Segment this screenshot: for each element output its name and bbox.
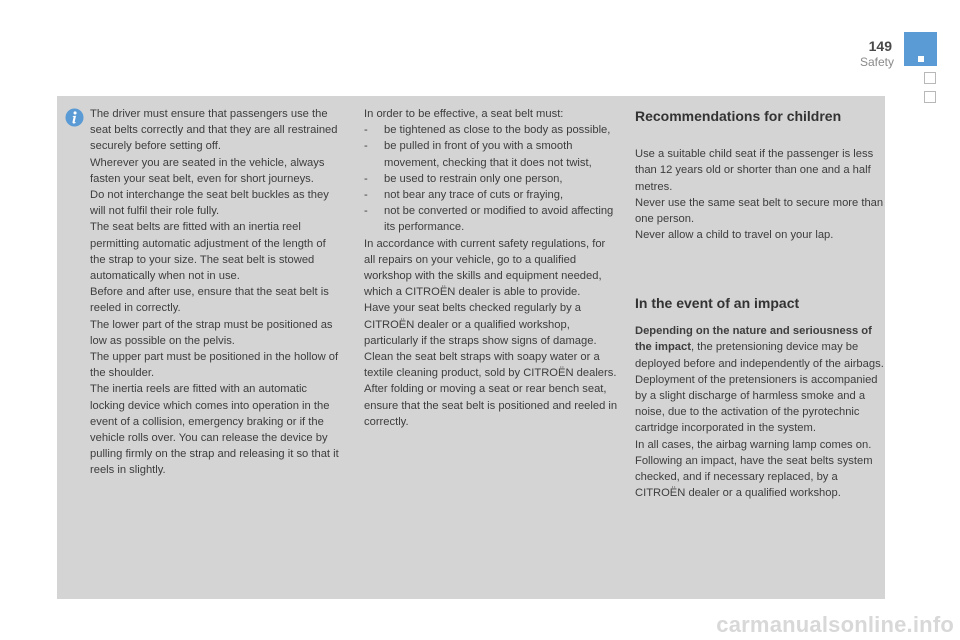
paragraph: The seat belts are fitted with an inertia reel permitting automatic adjustment of the length of the strap to your size. The seat belt is stowed automatically when not in use. [90, 221, 326, 283]
paragraph: Use a suitable child seat if the passenger is less than 12 years old or shorter than one and a half metres. [635, 148, 874, 193]
list-item-text: be pulled in front of you with a smooth movement, checking that it does not twist, [384, 140, 592, 169]
dash-bullet: - [364, 172, 368, 185]
paragraph: The inertia reels are fitted with an automatic locking device which comes into operation in the event of a collision, emergency braking or if the vehicle rolls over. You can release the device by pulling firmly on the strap and releasing it so that it reels in slightly. [90, 383, 339, 477]
impact-section [635, 295, 885, 501]
list-item-text: be used to restrain only one person, [384, 172, 563, 185]
requirements-list [364, 122, 618, 235]
paragraph: In accordance with current safety regulations, for all repairs on your vehicle, go to a qualified workshop with the skills and equipment needed, which a CITROËN dealer is able to provide. [364, 237, 606, 299]
paragraph: Have your seat belts checked regularly by a CITROËN dealer or a qualified workshop, particularly if the straps show signs of damage. [364, 302, 597, 347]
paragraph: Clean the seat belt straps with soapy water or a textile cleaning product, sold by CITROËN dealers. [364, 351, 617, 380]
list-item [364, 138, 618, 170]
paragraph: Following an impact, have the seat belts system checked, and if necessary replaced, by a CITROËN dealer or a qualified workshop. [635, 454, 873, 500]
chapter-tab [904, 32, 937, 66]
paragraph: Wherever you are seated in the vehicle, always fasten your seat belt, even for short journeys. [90, 156, 325, 185]
paragraph: After folding or moving a seat or rear bench seat, ensure that the seat belt is positioned and reeled in correctly. [364, 383, 618, 428]
paragraph: The lower part of the strap must be positioned as low as possible on the pelvis. [90, 318, 333, 347]
list-item [364, 203, 618, 235]
chapter-tab-marker [918, 56, 924, 62]
list-item-text: be tightened as close to the body as possible, [384, 124, 611, 137]
impact-heading: In the event of an impact [635, 295, 800, 311]
middle-column [364, 106, 618, 430]
paragraph: Do not interchange the seat belt buckles as they will not fulfil their role fully. [90, 189, 329, 218]
paragraph: Never allow a child to travel on your lap. [635, 229, 834, 242]
dash-bullet: - [364, 140, 368, 153]
page-number: 149 [868, 38, 892, 54]
dash-bullet: - [364, 124, 368, 137]
left-column [90, 106, 340, 479]
dash-bullet: - [364, 189, 368, 202]
paragraph: In all cases, the airbag warning lamp comes on. [635, 438, 872, 451]
paragraph: The driver must ensure that passengers use the seat belts correctly and that they are all restrained securely before setting off. [90, 108, 338, 153]
impact-lead-text: , the pretensioning device may be deployed before and independently of the airbags. Deployment of the pretensioners is accompanied by a slight discharge of harmless smoke and a noise, due to the activation of the pyrotechnic cartridge incorporated in the system. [635, 341, 884, 435]
watermark: carmanualsonline.info [716, 612, 954, 637]
chapter-tab-empty-1 [924, 72, 936, 84]
paragraph: Never use the same seat belt to secure more than one person. [635, 196, 884, 226]
paragraph: The upper part must be positioned in the hollow of the shoulder. [90, 351, 339, 380]
children-section [635, 108, 885, 243]
list-item [364, 171, 618, 187]
impact-lead-bold: Depending on the nature and seriousness of the impact [635, 325, 872, 354]
list-item [364, 122, 618, 138]
children-heading: Recommendations for children [635, 108, 842, 124]
impact-lead-paragraph [635, 323, 885, 436]
list-item [364, 187, 618, 203]
list-item-text: not bear any trace of cuts or fraying, [384, 189, 564, 202]
list-item-text: not be converted or modified to avoid affecting its performance. [384, 205, 614, 234]
section-label: Safety [859, 55, 894, 69]
dash-bullet: - [364, 205, 368, 218]
chapter-tab-empty-2 [924, 91, 936, 103]
list-intro: In order to be effective, a seat belt must: [364, 108, 564, 120]
paragraph: Before and after use, ensure that the seat belt is reeled in correctly. [90, 286, 329, 315]
info-icon [65, 108, 84, 127]
